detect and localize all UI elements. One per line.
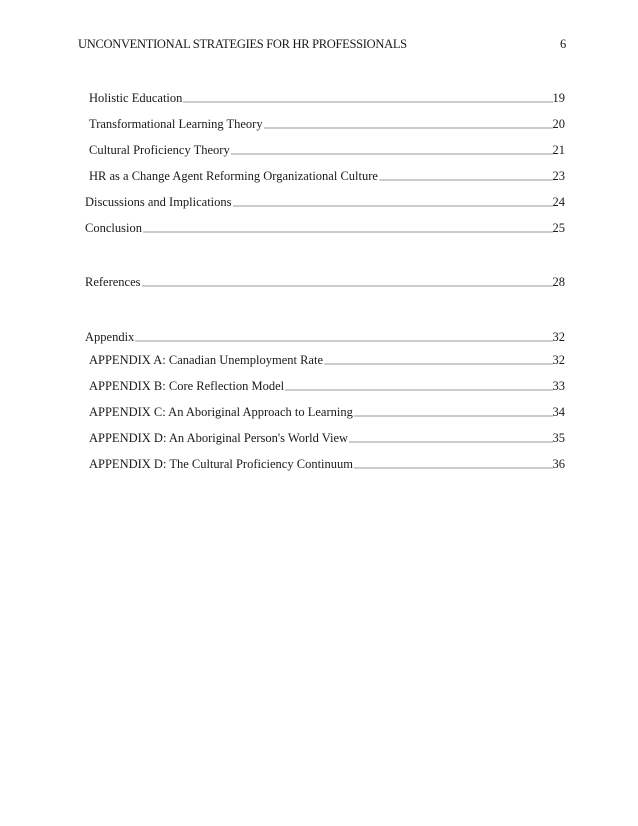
toc-entry-label: APPENDIX C: An Aboriginal Approach to Learning <box>89 405 353 419</box>
toc-entry-page: 21 <box>552 143 565 157</box>
header-title: UNCONVENTIONAL STRATEGIES FOR HR PROFESSIONALS <box>78 37 407 51</box>
dot-leader <box>285 389 552 391</box>
toc-entry-page: 23 <box>552 169 565 183</box>
toc-entry-page: 33 <box>552 379 565 393</box>
dot-leader <box>324 363 553 365</box>
toc-entry-transformational-learning-theory[interactable] <box>85 112 565 132</box>
toc-entry-page: 24 <box>552 195 565 209</box>
toc-entry-appendix[interactable] <box>85 325 565 345</box>
toc-entry-label: Appendix <box>85 330 135 344</box>
toc-entry-label: References <box>85 275 141 289</box>
toc-entry-label: Transformational Learning Theory <box>89 117 263 131</box>
toc-entry-conclusion[interactable] <box>85 216 565 236</box>
dot-leader <box>142 285 553 287</box>
toc-entry-hr-change-agent[interactable] <box>85 164 565 184</box>
dot-leader <box>233 205 553 207</box>
dot-leader <box>349 441 552 443</box>
toc-entry-page: 19 <box>552 91 565 105</box>
running-header <box>78 37 566 55</box>
toc-entry-label: Discussions and Implications <box>85 195 232 209</box>
dot-leader <box>135 340 552 342</box>
toc-entry-label: Cultural Proficiency Theory <box>89 143 230 157</box>
toc-entry-page: 20 <box>552 117 565 131</box>
dot-leader <box>143 231 553 233</box>
dot-leader <box>264 127 553 129</box>
toc-entry-page: 32 <box>552 353 565 367</box>
toc-entry-page: 34 <box>552 405 565 419</box>
toc-entry-label: Holistic Education <box>89 91 183 105</box>
toc-entry-label: Conclusion <box>85 221 142 235</box>
header-page-number: 6 <box>560 37 566 51</box>
toc-entry-page: 25 <box>552 221 565 235</box>
dot-leader <box>379 179 553 181</box>
dot-leader <box>183 101 552 103</box>
toc-entry-page: 36 <box>552 457 565 471</box>
toc-entry-cultural-proficiency-theory[interactable] <box>85 138 565 158</box>
toc-entry-label: APPENDIX D: The Cultural Proficiency Continuum <box>89 457 353 471</box>
toc-entry-appendix-a[interactable] <box>85 348 565 368</box>
toc-entry-label: APPENDIX B: Core Reflection Model <box>89 379 285 393</box>
dot-leader <box>354 467 553 469</box>
toc-entry-page: 35 <box>552 431 565 445</box>
dot-leader <box>231 153 553 155</box>
toc-entry-appendix-d-continuum[interactable] <box>85 452 565 472</box>
toc-entry-appendix-d-world-view[interactable] <box>85 426 565 446</box>
toc-entry-label: HR as a Change Agent Reforming Organizational Culture <box>89 169 378 183</box>
toc-entry-label: APPENDIX A: Canadian Unemployment Rate <box>89 353 323 367</box>
toc-entry-references[interactable] <box>85 270 565 290</box>
toc-entry-page: 32 <box>552 330 565 344</box>
dot-leader <box>354 415 553 417</box>
toc-entry-appendix-c[interactable] <box>85 400 565 420</box>
toc-entry-holistic-education[interactable] <box>85 86 565 106</box>
toc-entry-page: 28 <box>552 275 565 289</box>
toc-entry-appendix-b[interactable] <box>85 374 565 394</box>
toc-entry-discussions-and-implications[interactable] <box>85 190 565 210</box>
toc-entry-label: APPENDIX D: An Aboriginal Person's World View <box>89 431 349 445</box>
